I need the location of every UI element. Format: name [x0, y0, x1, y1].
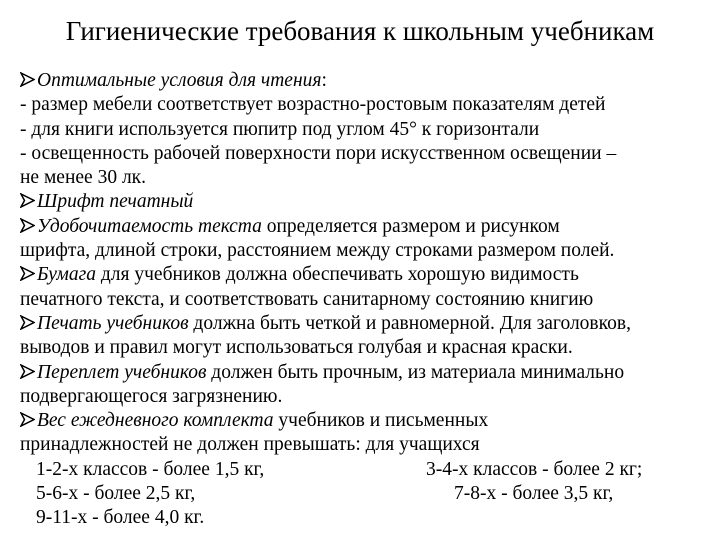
list-item-continuation: [20, 288, 716, 312]
list-item: [20, 69, 716, 93]
list-item-continuation: [20, 336, 716, 360]
arrow-bullet-icon: [20, 364, 35, 379]
item-heading: Переплет учебников: [37, 361, 207, 383]
weight-limit-grades-1-2: 1-2-х классов - более 1,5 кг,: [36, 458, 265, 480]
arrow-bullet-icon: [20, 218, 35, 233]
slide-title: Гигиенические требования к школьным учебникам: [65, 16, 655, 46]
item-text: выводов и правил могут использоваться голубая и красная краски.: [20, 337, 573, 359]
item-text: должна быть четкой и равномерной. Для заголовков,: [188, 312, 631, 334]
list-item: [20, 263, 716, 287]
item-text: :: [321, 70, 327, 91]
item-heading: Печать учебников: [37, 312, 189, 334]
item-heading: Оптимальные условия для чтения: [37, 70, 322, 91]
item-text: для учебников должна обеспечивать хорошую видимость: [96, 264, 579, 286]
arrow-bullet-icon: [20, 72, 35, 87]
weight-limit-grades-5-6: 5-6-х - более 2,5 кг,: [36, 483, 196, 505]
list-item: [20, 361, 716, 385]
item-text: освещенность рабочей поверхности пори искусственном освещении –: [26, 142, 617, 164]
item-text: подвергающегося загрязнению.: [20, 385, 283, 407]
dash-bullet: -: [20, 94, 27, 116]
arrow-bullet-icon: [20, 193, 35, 208]
item-text: для книги используется пюпитр под углом 45° к горизонтали: [26, 118, 540, 140]
dash-bullet: -: [20, 142, 27, 164]
item-heading: Вес ежедневного комплекта: [37, 410, 274, 432]
requirements-list: [20, 69, 716, 531]
list-item-continuation: [20, 385, 716, 409]
list-item: [20, 215, 716, 239]
list-item: [20, 190, 716, 214]
list-item: [20, 409, 716, 433]
item-text: печатного текста, и соответствовать санитарному состоянию книгию: [20, 288, 594, 310]
item-text: шрифта, длиной строки, расстоянием между строками размером полей.: [20, 240, 615, 262]
item-heading: Удобочитаемость текста: [37, 215, 262, 237]
list-item-continuation: [20, 166, 716, 190]
weight-limits: [36, 458, 716, 531]
arrow-bullet-icon: [20, 266, 35, 281]
list-item-continuation: [20, 433, 716, 457]
list-item: [20, 312, 716, 336]
weight-limit-grades-3-4: 3-4-х классов - более 2 кг;: [426, 458, 643, 480]
arrow-bullet-icon: [20, 412, 35, 427]
weight-limit-grades-9-11: 9-11-х - более 4,0 кг.: [36, 507, 205, 529]
weight-limit-grades-7-8: 7-8-х - более 3,5 кг,: [454, 483, 614, 505]
item-heading: Бумага: [37, 264, 96, 286]
list-item: [20, 142, 716, 166]
item-text: принадлежностей не должен превышать: для учащихся: [20, 434, 480, 456]
list-item: [20, 93, 716, 117]
item-text: учебников и письменных: [273, 410, 489, 432]
item-heading: Шрифт печатный: [37, 191, 194, 213]
list-item: [20, 118, 716, 142]
item-text: размер мебели соответствует возрастно-ростовым показателям детей: [26, 94, 606, 116]
item-text: должен быть прочным, из материала минимально: [206, 361, 625, 383]
dash-bullet: -: [20, 118, 27, 140]
item-text: определяется размером и рисунком: [261, 215, 560, 237]
arrow-bullet-icon: [20, 315, 35, 330]
item-text: не менее 30 лк.: [20, 167, 147, 189]
list-item-continuation: [20, 239, 716, 263]
